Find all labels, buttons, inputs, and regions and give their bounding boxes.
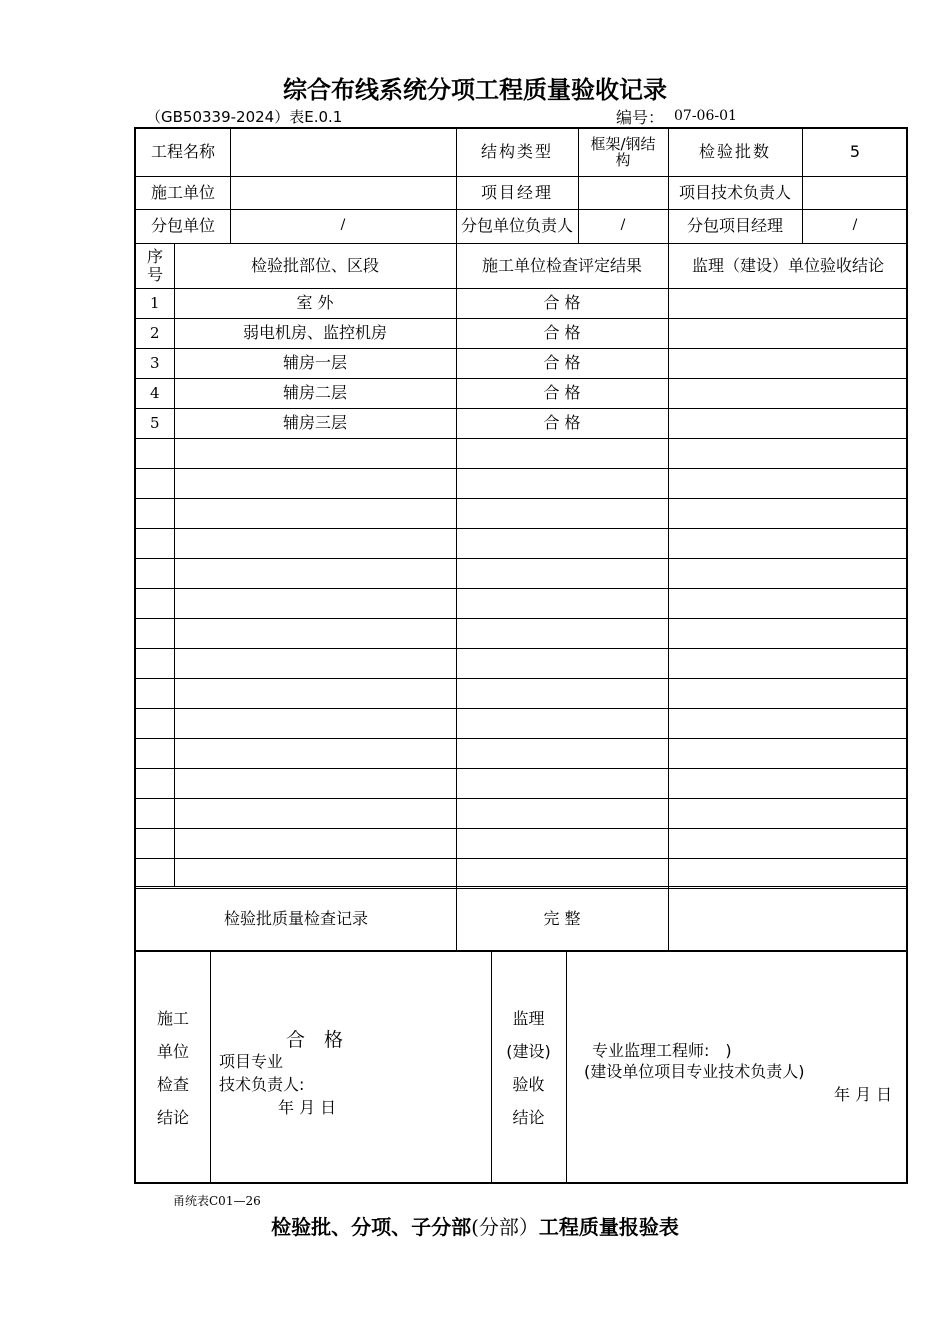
subcontractor-value[interactable]: / [340, 217, 346, 234]
row-seq: 4 [150, 383, 160, 402]
grid-line [135, 648, 908, 649]
row-location: 辅房一层 [282, 353, 347, 373]
standard-code: （GB50339-2024）表E.0.1 [146, 108, 343, 126]
batch-count-label: 检验批数 [698, 142, 771, 162]
column-construction-result: 施工单位检查评定结果 [481, 255, 642, 275]
grid-line [210, 951, 211, 1184]
construction-signer-line1: 项目专业 [219, 1052, 284, 1071]
row-seq: 1 [150, 293, 160, 312]
row-construction-result[interactable]: 合 格 [543, 323, 581, 343]
project-name-value[interactable] [230, 128, 456, 176]
construction-label-line: 结论 [156, 1107, 189, 1127]
structure-type-label: 结构类型 [480, 142, 553, 162]
grid-line [135, 678, 908, 679]
subcontract-pm-label: 分包项目经理 [686, 216, 783, 236]
footer-title [0, 1211, 950, 1240]
grid-line [135, 438, 908, 439]
supervision-label-line: 结论 [512, 1107, 545, 1127]
batch-count-value[interactable]: 5 [849, 142, 861, 162]
construction-signer-line2: 技术负责人: [219, 1075, 305, 1094]
grid-line [135, 528, 908, 529]
project-manager-value[interactable] [578, 176, 668, 209]
row-construction-result[interactable]: 合 格 [543, 293, 581, 313]
subcontractor-label: 分包单位 [150, 216, 215, 236]
row-seq: 5 [150, 413, 160, 432]
project-manager-label: 项目经理 [480, 182, 553, 202]
construction-unit-value[interactable] [230, 176, 456, 209]
subcontractor-lead-label: 分包单位负责人 [460, 216, 573, 236]
supervision-conclusion-label [491, 951, 566, 1184]
row-seq: 3 [150, 353, 160, 372]
grid-line [668, 243, 669, 950]
subcontract-pm-value[interactable]: / [852, 217, 858, 234]
serial-value: 07-06-01 [674, 108, 737, 124]
quality-record-label: 检验批质量检查记录 [223, 908, 368, 928]
page-title: 综合布线系统分项工程质量验收记录 [283, 76, 667, 104]
supervision-date[interactable]: 年 月 日 [834, 1085, 893, 1104]
grid-line [135, 558, 908, 559]
grid-line [135, 828, 908, 829]
grid-line [135, 798, 908, 799]
column-supervision-result: 监理（建设）单位验收结论 [691, 255, 884, 275]
tech-lead-value[interactable] [802, 176, 908, 209]
construction-conclusion-result[interactable]: 合 格 [286, 1029, 344, 1051]
row-seq: 2 [150, 323, 160, 342]
construction-conclusion-label [136, 951, 210, 1184]
serial-label: 编号： [616, 108, 665, 127]
footer-title-part2: (分部） [471, 1215, 539, 1239]
supervision-signer-line2: (建设单位项目专业技术负责人) [584, 1062, 805, 1081]
row-construction-result[interactable]: 合 格 [543, 353, 581, 373]
grid-line [135, 588, 908, 589]
construction-label-line: 检查 [156, 1074, 189, 1094]
grid-line [135, 468, 908, 469]
footer-form-code: 甬统表C01—26 [173, 1194, 261, 1208]
column-location: 检验批部位、区段 [250, 255, 379, 275]
construction-unit-label: 施工单位 [150, 182, 215, 202]
tech-lead-label: 项目技术负责人 [678, 182, 791, 202]
row-location: 弱电机房、监控机房 [242, 323, 387, 343]
construction-date[interactable]: 年 月 日 [278, 1098, 337, 1117]
grid-line [135, 618, 908, 619]
grid-line [135, 498, 908, 499]
grid-line [135, 708, 908, 709]
row-location: 辅房二层 [282, 383, 347, 403]
supervision-label-line: 验收 [512, 1074, 545, 1094]
supervision-label-line: 监理 [512, 1008, 545, 1028]
row-location: 室 外 [296, 293, 334, 313]
footer-title-part1: 检验批、分项、子分部 [271, 1215, 472, 1239]
structure-type-value[interactable]: 框架/钢结构 [590, 134, 656, 169]
column-seq: 序号 [146, 246, 163, 284]
footer-title-part3: 工程质量报验表 [538, 1215, 679, 1239]
grid-line [135, 738, 908, 739]
project-name-label: 工程名称 [150, 142, 215, 162]
row-construction-result[interactable]: 合 格 [543, 383, 581, 403]
construction-label-line: 施工 [156, 1008, 189, 1028]
subcontractor-lead-value[interactable]: / [620, 217, 626, 234]
grid-line [566, 951, 567, 1184]
row-location: 辅房三层 [282, 413, 347, 433]
grid-line [135, 858, 908, 859]
row-construction-result[interactable]: 合 格 [543, 413, 581, 433]
quality-record-value[interactable]: 完 整 [543, 908, 581, 928]
grid-line [135, 768, 908, 769]
supervision-label-line: (建设) [506, 1041, 551, 1061]
supervision-signer-line1: 专业监理工程师: ) [592, 1041, 732, 1060]
construction-label-line: 单位 [156, 1041, 189, 1061]
